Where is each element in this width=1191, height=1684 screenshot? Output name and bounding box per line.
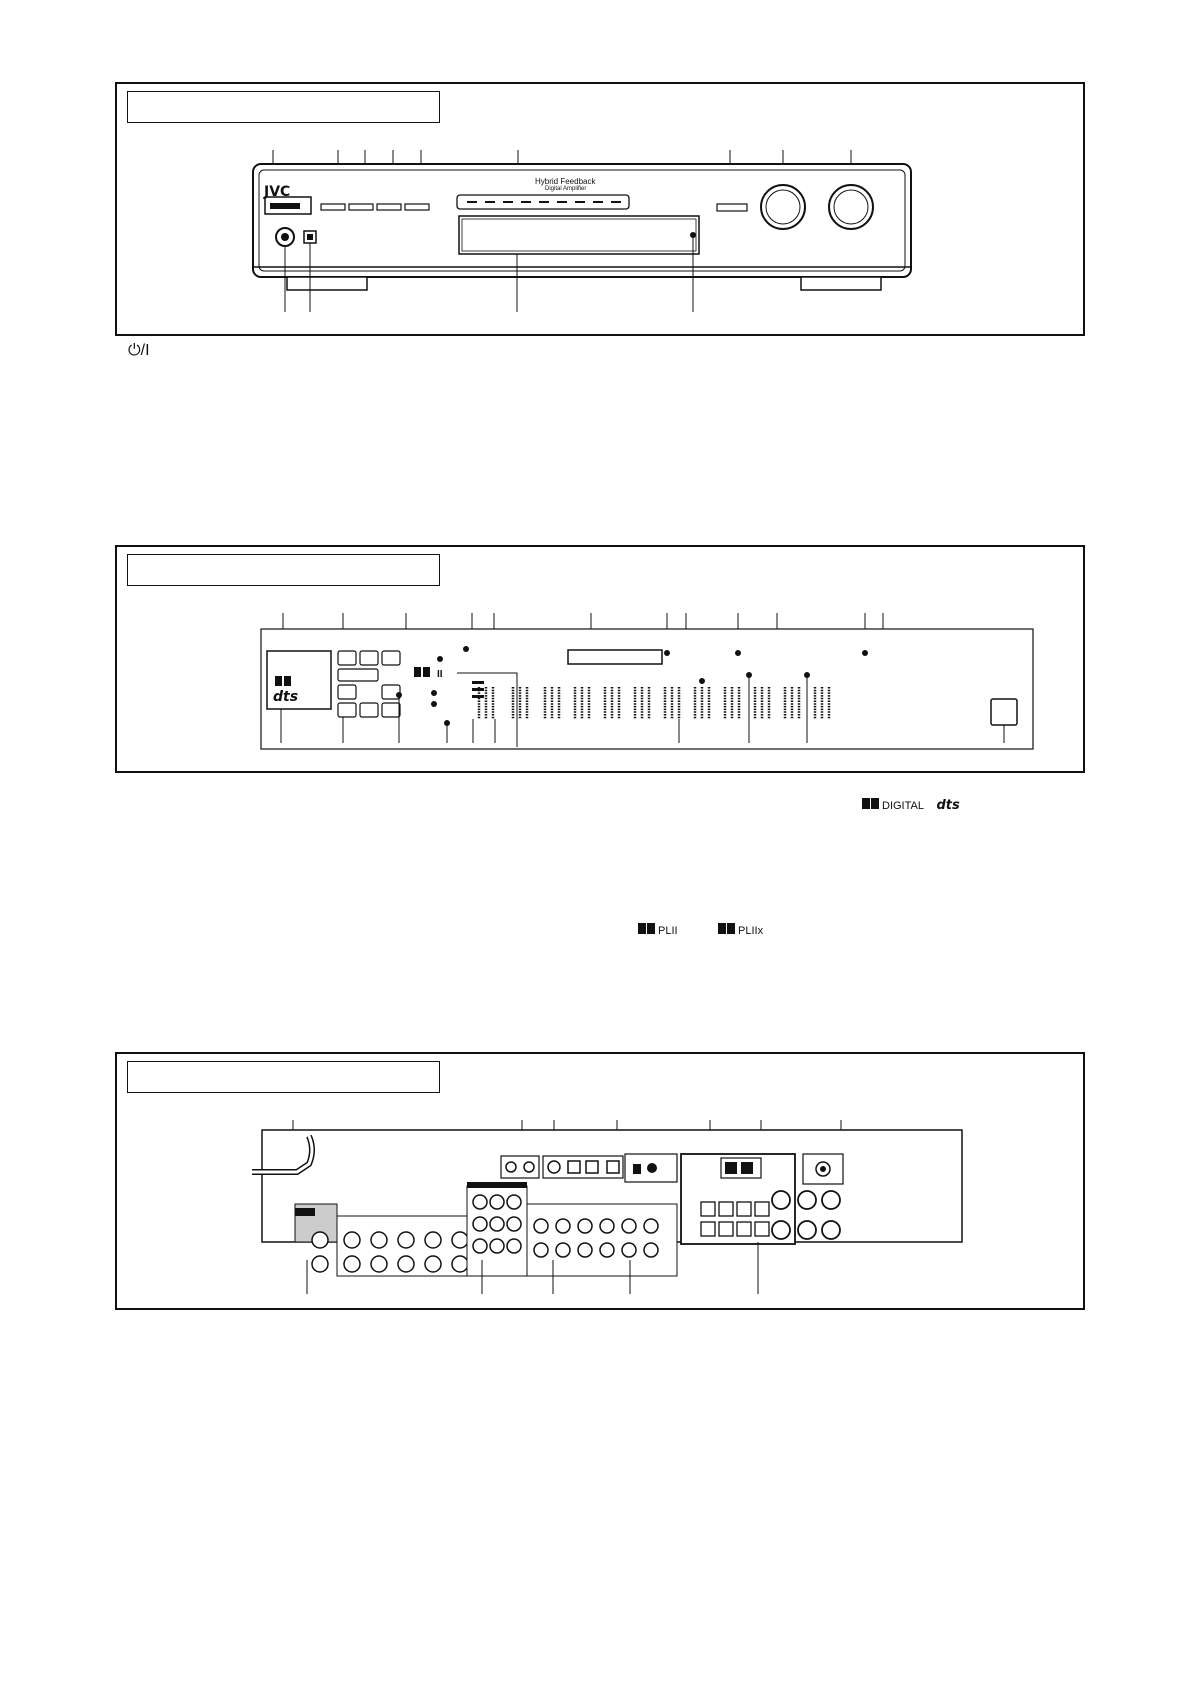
front-panel-diagram [117,84,1087,338]
pl2-note [638,921,698,937]
dolby-digital-dts-note [862,796,982,812]
digital-amplifier-label: Digital Amplifier [545,186,587,192]
dolby-double-d-icon [718,923,726,934]
pl2x-label: PLIIx [738,925,764,937]
dolby-double-d-icon [862,798,870,809]
brand-logo: JVC [264,184,291,200]
pl2-label: PLII [658,925,678,937]
standby-symbol: ⏻/I [128,342,150,359]
dolby-double-d-icon [647,923,655,934]
dd-digital-label: DIGITAL [882,800,924,812]
dolby-double-d-icon [638,923,646,934]
front-panel-figure [115,82,1085,336]
dts-label: dts [936,798,960,813]
pl2x-note [718,921,788,937]
hybrid-feedback-label: Hybrid Feedback [535,177,596,186]
dolby-double-d-icon [871,798,879,809]
rear-panel-figure [115,1052,1085,1310]
rear-panel-diagram [117,1054,1087,1312]
display-window-figure [115,545,1085,773]
display-window-diagram [117,547,1087,775]
roman-numeral-two: II [437,669,443,680]
dts-logo-icon: dts [273,689,299,705]
dolby-double-d-icon [727,923,735,934]
